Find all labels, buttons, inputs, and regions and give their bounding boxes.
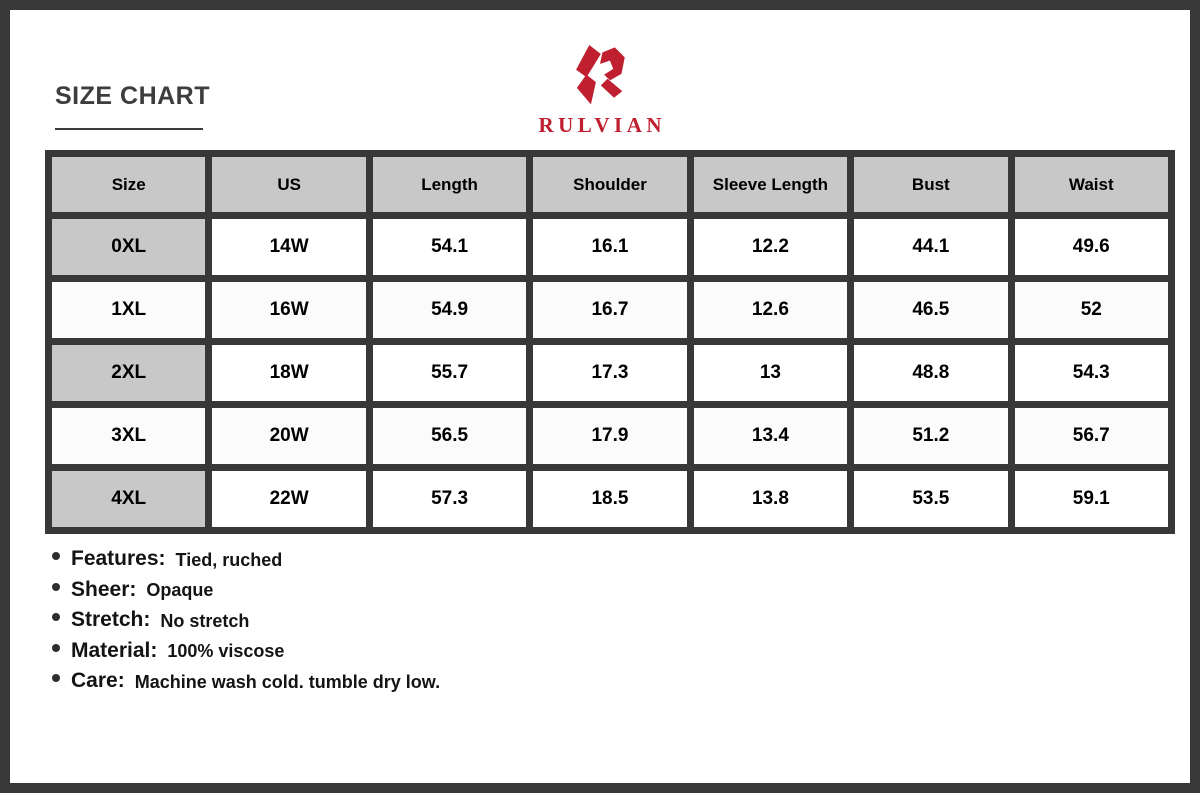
size-cell: 0XL: [49, 216, 209, 279]
detail-item-stretch: [52, 605, 440, 636]
table-cell: 16.1: [530, 216, 690, 279]
table-cell: 57.3: [369, 468, 529, 531]
table-cell: 14W: [209, 216, 369, 279]
table-cell: 16.7: [530, 279, 690, 342]
table-row: [49, 216, 1172, 279]
detail-label: Sheer:: [71, 577, 137, 601]
detail-label: Material:: [71, 638, 158, 662]
page-title: SIZE CHART: [55, 82, 210, 110]
bullet-icon: [52, 674, 60, 682]
table-cell: 13.8: [690, 468, 850, 531]
table-cell: 46.5: [851, 279, 1011, 342]
table-cell: 22W: [209, 468, 369, 531]
size-cell: 1XL: [49, 279, 209, 342]
column-header-waist: Waist: [1011, 154, 1171, 216]
size-chart-table: [45, 150, 1175, 534]
detail-label: Stretch:: [71, 608, 151, 632]
table-cell: 54.9: [369, 279, 529, 342]
size-cell: 2XL: [49, 342, 209, 405]
table-row: [49, 342, 1172, 405]
table-cell: 13: [690, 342, 850, 405]
table-cell: 16W: [209, 279, 369, 342]
bullet-icon: [52, 552, 60, 560]
table-row: [49, 468, 1172, 531]
table-cell: 54.3: [1011, 342, 1171, 405]
table-cell: 51.2: [851, 405, 1011, 468]
table-cell: 18.5: [530, 468, 690, 531]
column-header-bust: Bust: [851, 154, 1011, 216]
size-cell: 4XL: [49, 468, 209, 531]
table-cell: 13.4: [690, 405, 850, 468]
column-header-shoulder: Shoulder: [530, 154, 690, 216]
table-cell: 54.1: [369, 216, 529, 279]
table-cell: 20W: [209, 405, 369, 468]
detail-value: Machine wash cold. tumble dry low.: [134, 671, 441, 692]
table-cell: 17.9: [530, 405, 690, 468]
bullet-icon: [52, 613, 60, 621]
column-header-sleeve-length: Sleeve Length: [690, 154, 850, 216]
table-cell: 44.1: [851, 216, 1011, 279]
detail-value: No stretch: [160, 610, 250, 631]
table-cell: 56.7: [1011, 405, 1171, 468]
table-cell: 52: [1011, 279, 1171, 342]
brand-logo: [10, 40, 1190, 138]
table-cell: 48.8: [851, 342, 1011, 405]
detail-item-features: [52, 544, 440, 575]
column-header-size: Size: [49, 154, 209, 216]
detail-item-material: [52, 636, 440, 667]
table-cell: 56.5: [369, 405, 529, 468]
table-cell: 59.1: [1011, 468, 1171, 531]
brand-r-emblem-icon: [566, 40, 634, 106]
bullet-icon: [52, 644, 60, 652]
table-row: [49, 279, 1172, 342]
detail-label: Features:: [71, 547, 166, 571]
bullet-icon: [52, 583, 60, 591]
product-details-list: [52, 544, 440, 697]
table-cell: 12.2: [690, 216, 850, 279]
table-cell: 18W: [209, 342, 369, 405]
size-cell: 3XL: [49, 405, 209, 468]
brand-wordmark: RULVIAN: [538, 113, 667, 137]
detail-item-care: [52, 666, 440, 697]
column-header-us: US: [209, 154, 369, 216]
table-cell: 55.7: [369, 342, 529, 405]
table-cell: 49.6: [1011, 216, 1171, 279]
detail-value: Opaque: [146, 580, 214, 601]
table-row: [49, 405, 1172, 468]
detail-value: Tied, ruched: [175, 549, 283, 570]
table-cell: 12.6: [690, 279, 850, 342]
column-header-length: Length: [369, 154, 529, 216]
detail-item-sheer: [52, 575, 440, 606]
detail-label: Care:: [71, 669, 125, 693]
table-cell: 17.3: [530, 342, 690, 405]
table-cell: 53.5: [851, 468, 1011, 531]
table-header-row: [49, 154, 1172, 216]
detail-value: 100% viscose: [167, 641, 285, 662]
